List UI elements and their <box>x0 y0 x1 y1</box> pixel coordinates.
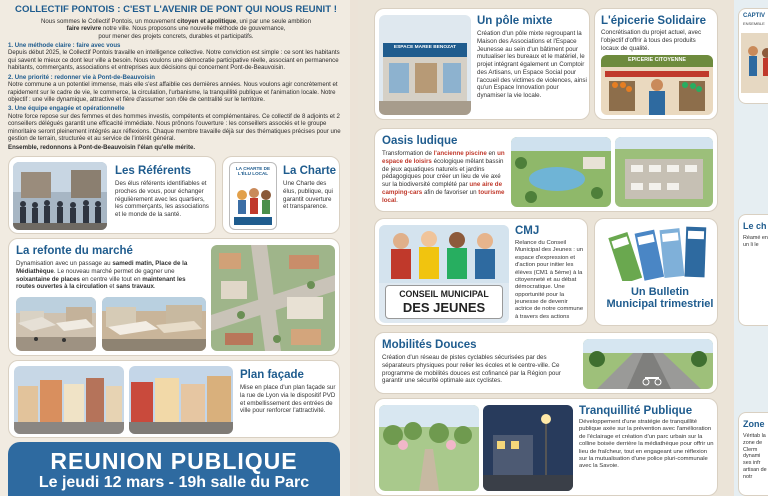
zone-text: Véritab la zone de Clerm dynami ses infr artisan de notr <box>743 433 767 480</box>
cmj-image <box>379 225 509 323</box>
middle-panel <box>358 0 730 496</box>
section-1-text: Depuis début 2025, le Collectif Pontois travaille en intelligence collective. Notre conviction est simple : ce sont les habitants qui savent le mieux ce dont leur ville a besoin. Nous voulons une démocratie participative réelle, associant en permanence habitants, commerçants, associations et entreprises aux décisions qui concernent Pont-de-Beauvoisin. <box>8 49 340 72</box>
pole-mixte-card <box>374 8 590 120</box>
cmj-title: CMJ <box>515 225 540 237</box>
bulletin-image <box>599 223 715 281</box>
reunion-title: REUNION PUBLIQUE <box>50 448 298 474</box>
marche-text: Dynamisation avec un passage au samedi matin, Place de la Médiathèque. Le nouveau marché permet de gagner une soixantaine de places en centre ville tout en maintenant les routes ouvertes à la circulation et sans travaux. <box>16 260 188 291</box>
oasis-text: Transformation de l'ancienne piscine en un espace de loisirs écologique mêlant bassin de jeux aquatiques naturels et jardins pédagogiques pour créer un lieu de vie axé sur la biodiversité complété par une aire de camping-cars afin de favoriser un tourisme local. <box>382 150 505 204</box>
zone-card <box>738 412 768 496</box>
section-2-title: 2. Une priorité : redonner vie à Pont-de-Beauvoisin <box>8 73 155 81</box>
marche-card <box>8 238 340 356</box>
bulletin-title: Un Bulletin Municipal trimestriel <box>606 286 714 310</box>
chemin-title: Le ch <box>743 221 767 231</box>
right-panel <box>734 0 768 496</box>
charte-illustration <box>229 162 277 230</box>
cmj-badge <box>385 285 503 319</box>
left-panel <box>0 0 350 496</box>
mobilites-title: Mobilités Douces <box>382 339 477 351</box>
cmj-badge-line1: CONSEIL MUNICIPAL <box>399 289 489 299</box>
tranquillite-title: Tranquillité Publique <box>579 405 693 417</box>
mobilites-card <box>374 332 718 394</box>
section-3-text: Notre force repose sur des femmes et des hommes investis, compétents et complémentaires. Ce collectif de 8 adjoints et 2 conseillers délégués garantit une efficacité immédiate. Nous prônons l'ouverture : les conseillers associés et le groupe minoritaire seront pleinement intégrés aux réflexions. Chaque membre travaille déjà sur des thématiques précises pour une gestion de terrain, structurée et au service de l'intérêt général. <box>8 112 341 143</box>
market-aerial-map <box>211 245 335 351</box>
epicerie-card <box>594 8 718 120</box>
intro-closing: Ensemble, redonnons à Pont-de-Beauvoisin l'élan qu'elle mérite. <box>8 144 196 152</box>
marche-title: La refonte du marché <box>16 245 133 257</box>
epicerie-title: L'épicerie Solidaire <box>601 15 706 27</box>
referents-text: Des élus référents identifiables et proches de vous, pour échanger régulièrement avec les quartiers, les commerçants, les associations et le monde de la santé. <box>115 180 209 218</box>
reunion-publique-banner <box>8 442 340 496</box>
section-3-title: 3. Une équipe engagée et opérationnelle <box>8 105 125 113</box>
mobilites-image <box>583 339 713 389</box>
cmj-card <box>374 218 588 326</box>
referents-title: Les Référents <box>115 165 192 177</box>
epicerie-text: Concrétisation du projet actuel, avec l'objectif d'offrir à tous des produits locaux de qualité. <box>601 29 702 52</box>
oasis-card <box>374 128 718 212</box>
section-2-text: Notre commune a un potentiel immense, mais elle s'est affaiblie ces dernières années. Nous voulons agir concrètement et rapidement sur le cadre de vie, le commerce, la circulation, l'urbanisme, la tranquillité publique et l'animation locale. Notre objectif : une ville dynamique, attractive et fière d'assumer son rôle de centralité sur le territoire. <box>8 81 338 103</box>
chemin-card <box>738 214 768 326</box>
pole-mixte-title: Un pôle mixte <box>477 15 553 27</box>
pole-mixte-image <box>379 15 471 115</box>
facade-photo-2 <box>129 366 233 434</box>
pole-mixte-sign: ESPACE MAREE BENOZAT <box>393 45 457 50</box>
oasis-title: Oasis ludique <box>382 135 458 147</box>
reunion-date: Le jeudi 12 mars - 19h salle du Parc <box>38 474 310 491</box>
tranquillite-text: Développement d'une stratégie de tranquillité publique axée sur la prévention avec l'amélioration de l'éclairage et création d'un parc urbain sur la colline boisée derrière la médiathèque pour offrir un lieu de fraîcheur, tout en engageant une réflexion sur la mutualisation d'une police pluri-communale avec la Savoie. <box>579 419 714 470</box>
epicerie-image <box>601 55 713 115</box>
facade-photo-1 <box>14 366 124 434</box>
pole-mixte-text: Création d'un pôle mixte regroupant la Maison des Associations et l'Espace Jeunesse au sein d'un bâtiment pour mutualiser les bureaux et le matériel, le projet intégrant également un Comptoir des Artisans, un Espace Social pour l'accueil des victimes de violences, ainsi qu'un Espace Innovation pour dynamiser la vie locale. <box>477 30 587 99</box>
cmj-badge-line2: DES JEUNES <box>402 300 486 315</box>
zone-title: Zone <box>743 419 765 429</box>
market-photo-1 <box>16 297 96 351</box>
captiv-image <box>741 33 768 93</box>
referents-photo <box>13 162 107 230</box>
intro-title: COLLECTIF PONTOIS : C'EST L'AVENIR DE PONT QUI NOUS REUNIT ! <box>15 4 337 15</box>
captiv-title: CAPTIV <box>743 13 766 19</box>
oasis-park-image <box>511 137 611 207</box>
epicerie-sign: EPICERIE CITOYENNE <box>627 57 686 63</box>
chemin-text: Réamé en un li le <box>743 235 768 248</box>
charte-text: Une Charte des élus, publique, qui garantit ouverture et transparence. <box>283 180 333 211</box>
tranquillite-park-image <box>379 405 479 491</box>
intro-section <box>8 4 344 152</box>
charte-illustration-label: LA CHARTE DE L'ÉLU LOCAL <box>235 166 271 177</box>
facade-text: Mise en place d'un plan façade sur la rue de Lyon via le dispositif PVD et embellissement des entrées de ville pour renforcer l'attractivité. <box>240 384 336 415</box>
section-1-title: 1. Une méthode claire : faire avec vous <box>8 41 121 49</box>
mobilites-text: Création d'un réseau de pistes cyclables sécurisées par des séparateurs physiques pour relier les écoles et le centre-ville. Ce programme de mobilités douces est cofinancé par la Région pour garantir une sécurité optimale aux cyclistes. <box>382 354 561 385</box>
captiv-subtitle: ENSEMBLE <box>743 21 765 26</box>
bulletin-card <box>594 218 718 326</box>
referents-card <box>8 156 216 234</box>
tranquillite-night-image <box>483 405 573 491</box>
charte-card <box>222 156 340 234</box>
captiv-card <box>738 8 768 104</box>
tranquillite-card <box>374 398 718 496</box>
intro-lead: Nous sommes le Collectif Pontois, un mouvement citoyen et apolitique, uni par une seule ambition faire revivre notre ville. Nous proposons une nouvelle méthode de gouvernance, pour mener des projets concrets, durables et participatifs. <box>41 17 311 40</box>
facade-title: Plan façade <box>240 369 304 381</box>
cmj-text: Relance du Conseil Municipal des Jeunes : un espace d'expression et d'action pour initier les élèves (CM1 à 5ème) à la citoyenneté et au débat démocratique. Une opportunité pour la jeunesse de devenir actrice de notre commune à travers des actions <box>515 240 584 320</box>
market-photo-2 <box>102 297 206 351</box>
facade-card <box>8 360 340 438</box>
oasis-camping-image <box>615 137 713 207</box>
charte-title: La Charte <box>283 165 337 177</box>
